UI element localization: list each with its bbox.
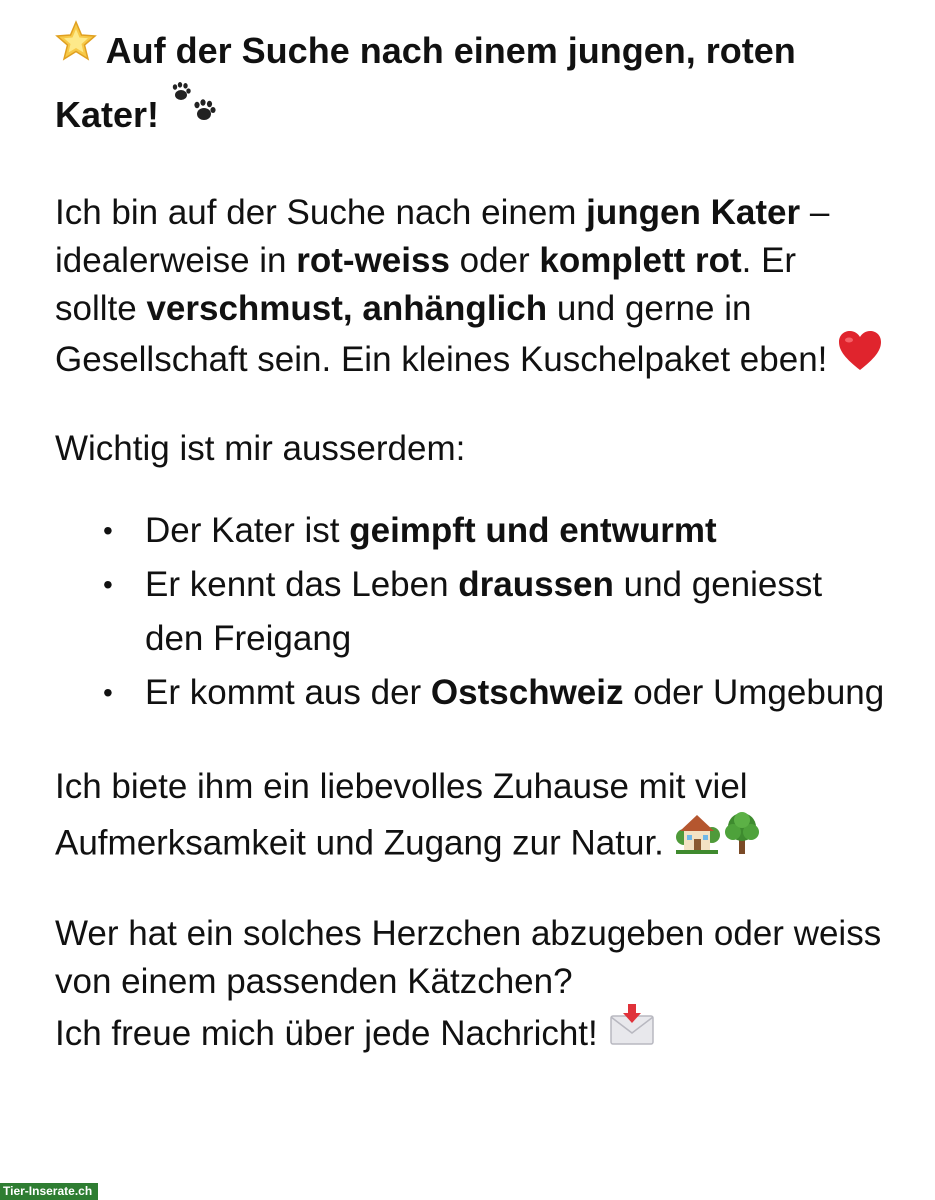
- intro-text-3: oder: [449, 241, 540, 281]
- intro-text-4: . Er sollte: [55, 241, 797, 329]
- bullet: •: [103, 677, 113, 709]
- list-item: [103, 558, 885, 666]
- requirements-list: [55, 504, 885, 720]
- ad-title-text: Auf der Suche nach einem jungen, roten Kater!: [55, 30, 796, 135]
- house-with-garden-icon: [674, 811, 720, 871]
- intro-text-1: Ich bin auf der Suche nach einem: [55, 193, 587, 233]
- closing-line-1: Wer hat ein solches Herzchen abzugeben oder weiss von einem passenden Kätzchen?: [55, 914, 882, 1002]
- paw-prints-icon: [169, 82, 221, 144]
- intro-bold-1: jungen Kater: [586, 193, 801, 233]
- list-item: [103, 504, 885, 558]
- list-item-bold: Ostschweiz: [430, 673, 624, 713]
- ad-content: [55, 20, 885, 1065]
- intro-paragraph: [55, 189, 885, 390]
- list-item-text: Er kommt aus der: [145, 673, 431, 713]
- envelope-with-arrow-icon: [608, 1002, 656, 1061]
- list-item-text: Der Kater ist: [145, 511, 350, 551]
- bullet: •: [103, 569, 113, 601]
- intro-bold-4: verschmust, anhänglich: [146, 289, 548, 329]
- deciduous-tree-icon: [720, 810, 764, 872]
- list-item-bold: draussen: [458, 565, 614, 605]
- bullet: •: [103, 515, 113, 547]
- ad-title: [55, 20, 885, 148]
- intro-text-5: und gerne in Gesellschaft sein. Ein kleines Kuschelpaket eben!: [55, 289, 828, 380]
- site-watermark: Tier-Inserate.ch: [0, 1183, 98, 1200]
- red-heart-icon: [837, 329, 883, 386]
- offer-text: Ich biete ihm ein liebevolles Zuhause mit viel Aufmerksamkeit und Zugang zur Natur.: [55, 767, 748, 863]
- intro-text-2: – idealerweise in: [55, 193, 830, 281]
- intro-bold-2: rot-weiss: [296, 241, 450, 281]
- closing-paragraph: [55, 910, 885, 1065]
- closing-line-2: Ich freue mich über jede Nachricht!: [55, 1014, 598, 1054]
- list-item: [103, 666, 885, 720]
- list-item-bold: geimpft und entwurmt: [349, 511, 717, 551]
- list-item-text: Er kennt das Leben: [145, 565, 459, 605]
- important-heading: Wichtig ist mir ausserdem:: [55, 429, 466, 469]
- list-item-text-end: oder Umgebung: [623, 673, 885, 713]
- list-item-text-end: und geniesst den Freigang: [145, 565, 823, 659]
- intro-bold-3: komplett rot: [539, 241, 742, 281]
- offer-paragraph: [55, 760, 885, 876]
- glowing-star-icon: [55, 19, 97, 80]
